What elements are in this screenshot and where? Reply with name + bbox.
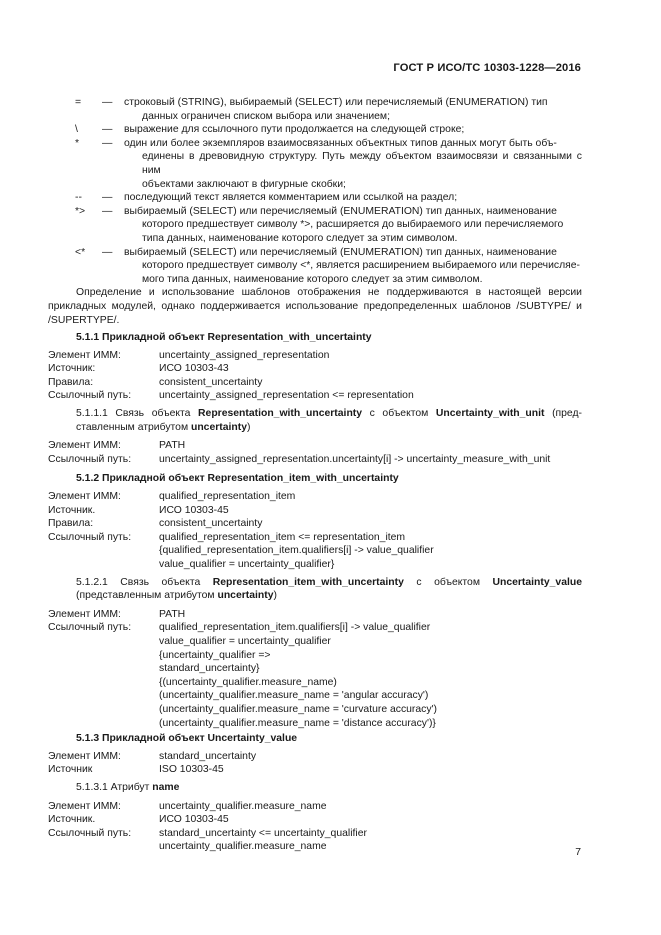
entity-name: Uncertainty_with_unit: [435, 408, 545, 420]
attribute-name: uncertainty: [190, 421, 247, 433]
dash: —: [102, 124, 113, 136]
mapping-key: Элемент ИММ:: [48, 750, 121, 762]
mapping-value-line: {(uncertainty_qualifier.measure_name): [159, 676, 337, 688]
mapping-table-5-1-1-1: [48, 439, 582, 466]
mapping-key: Правила:: [48, 376, 94, 388]
symbol: *>: [75, 205, 86, 217]
subsection-after: (представленным атрибутом: [76, 590, 218, 602]
mapping-value: [159, 362, 582, 376]
mapping-row: [48, 800, 582, 814]
subsection-prefix: 5.1.3.1 Атрибут: [76, 781, 153, 793]
mapping-value: [159, 608, 582, 622]
mapping-value-line: standard_uncertainty <= uncertainty_qualifier: [159, 827, 367, 839]
description-line: которого предшествует символу *>, расширяется до выбираемого или перечисляемого: [142, 219, 564, 231]
mapping-value-line: uncertainty_qualifier.measure_name: [159, 841, 327, 853]
section-heading-5-1-2: 5.1.2 Прикладной объект Representation_item_with_uncertainty: [76, 473, 399, 485]
description-line: один или более экземпляров взаимосвязанных объектных типов данных могут быть объ-: [124, 137, 557, 149]
mapping-value: [159, 453, 582, 467]
mapping-value-line: PATH: [159, 440, 186, 452]
symbol-row: [48, 123, 582, 137]
mapping-key: Элемент ИММ:: [48, 491, 121, 503]
mapping-value-line: uncertainty_assigned_representation: [159, 349, 330, 361]
mapping-table-5-1-3-1: [48, 800, 582, 854]
mapping-table-5-1-1: [48, 349, 582, 403]
mapping-key: Источник.: [48, 814, 96, 826]
mapping-value-line: uncertainty_qualifier.measure_name: [159, 800, 327, 812]
mapping-row: [48, 349, 582, 363]
mapping-value: [159, 517, 582, 531]
mapping-value: [159, 349, 582, 363]
mapping-key: Элемент ИММ:: [48, 800, 121, 812]
symbol-row: [48, 137, 582, 191]
mapping-value-line: (uncertainty_qualifier.measure_name = 'angular accuracy'): [159, 690, 429, 702]
mapping-value: [159, 439, 582, 453]
description-line: выбираемый (SELECT) или перечисляемый (ENUMERATION) тип данных, наименование: [124, 246, 557, 258]
mapping-value-line: consistent_uncertainty: [159, 376, 263, 388]
section-heading-5-1-1: 5.1.1 Прикладной объект Representation_with_uncertainty: [76, 332, 372, 344]
symbol-row: [48, 205, 582, 246]
symbol-description: [124, 191, 582, 205]
mapping-table-5-1-2-1: [48, 608, 582, 730]
mapping-row: [48, 504, 582, 518]
subsection-5-1-2-1: [48, 576, 582, 603]
mapping-value-line: standard_uncertainty: [159, 750, 257, 762]
mapping-value: [159, 531, 582, 572]
mapping-value-line: ISO 10303-45: [159, 764, 224, 776]
symbol-description: [124, 246, 582, 287]
symbol: --: [75, 192, 82, 204]
mapping-value: [159, 827, 582, 854]
mapping-value-line: consistent_uncertainty: [159, 518, 263, 530]
mapping-value-line: qualified_representation_item.qualifiers[i] -> value_qualifier: [159, 622, 431, 634]
mapping-value-line: ИСО 10303-43: [159, 363, 229, 375]
symbol: \: [75, 124, 78, 136]
symbol-description: [124, 123, 582, 137]
section-heading-5-1-3: 5.1.3 Прикладной объект Uncertainty_value: [76, 733, 298, 745]
mapping-value-line: (uncertainty_qualifier.measure_name = 'distance accuracy')}: [159, 717, 436, 729]
symbol-row: [48, 96, 582, 123]
dash: —: [102, 192, 113, 204]
symbol-description: [124, 205, 582, 246]
description-line: мого типа данных, наименование которого следует за этим символом.: [142, 273, 483, 285]
mapping-table-5-1-3: [48, 750, 582, 777]
subsection-end: ): [273, 590, 277, 602]
symbol-list: [48, 96, 582, 286]
mapping-key: Элемент ИММ:: [48, 608, 121, 620]
description-line: последующий текст является комментарием или ссылкой на раздел;: [124, 192, 458, 204]
mapping-key: Источник: [48, 764, 93, 776]
symbol: <*: [75, 246, 86, 258]
subsection-mid: с объектом: [362, 408, 436, 420]
mapping-value: [159, 750, 582, 764]
mapping-key: Элемент ИММ:: [48, 349, 121, 361]
attribute-name: uncertainty: [217, 590, 274, 602]
symbol-description: [124, 137, 582, 191]
description-line: данных ограничен списком выбора или значением;: [142, 110, 390, 122]
entity-name: Uncertainty_value: [492, 576, 582, 588]
mapping-value: [159, 389, 582, 403]
mapping-value-line: (uncertainty_qualifier.measure_name = 'curvature accuracy'): [159, 703, 438, 715]
mapping-value-line: {uncertainty_qualifier =>: [159, 649, 271, 661]
symbol: *: [75, 137, 80, 149]
mapping-value: [159, 813, 582, 827]
mapping-row: [48, 763, 582, 777]
mapping-key: Элемент ИММ:: [48, 440, 121, 452]
description-line: объектами заключают в фигурные скобки;: [142, 178, 346, 190]
mapping-key: Ссылочный путь:: [48, 453, 132, 465]
description-line: выражение для ссылочного пути продолжается на следующей строке;: [124, 124, 465, 136]
description-line: единены в древовидную структуру. Путь между объектом взаимосвязи и связанными с ним: [142, 151, 582, 176]
description-line: выбираемый (SELECT) или перечисляемый (ENUMERATION) тип данных, наименование: [124, 205, 557, 217]
mapping-row: [48, 750, 582, 764]
entity-name: Representation_with_uncertainty: [198, 408, 363, 420]
symbol: =: [75, 97, 82, 108]
mapping-value: [159, 490, 582, 504]
subsection-prefix: 5.1.1.1 Связь объекта: [76, 408, 199, 420]
mapping-value-line: standard_uncertainty}: [159, 663, 260, 675]
mapping-value-line: ИСО 10303-45: [159, 504, 229, 516]
description-line: которого предшествует символу <*, является расширением выбираемого или перечисляе-: [142, 260, 581, 272]
mapping-row: [48, 389, 582, 403]
mapping-row: [48, 376, 582, 390]
dash: —: [102, 205, 113, 217]
mapping-value: [159, 504, 582, 518]
mapping-value: [159, 621, 582, 730]
subsection-mid: с объектом: [403, 576, 493, 588]
subsection-5-1-3-1: [48, 781, 582, 795]
mapping-row: [48, 621, 582, 730]
description-line: типа данных, наименование которого следует за этим символом.: [142, 232, 458, 244]
mapping-value-line: qualified_representation_item: [159, 491, 296, 503]
dash: —: [102, 246, 113, 258]
mapping-value: [159, 376, 582, 390]
mapping-key: Источник:: [48, 363, 96, 375]
mapping-row: [48, 531, 582, 572]
mapping-row: [48, 608, 582, 622]
mapping-row: [48, 813, 582, 827]
subsection-5-1-1-1: [48, 407, 582, 434]
dash: —: [102, 97, 113, 108]
mapping-key: Правила:: [48, 518, 94, 530]
mapping-value-line: PATH: [159, 608, 186, 620]
mapping-value-line: uncertainty_assigned_representation <= representation: [159, 390, 414, 402]
mapping-row: [48, 362, 582, 376]
entity-name: Representation_item_with_uncertainty: [212, 576, 404, 588]
mapping-key: Источник.: [48, 504, 96, 516]
mapping-value-line: value_qualifier = uncertainty_qualifier}: [159, 559, 335, 570]
mapping-row: [48, 490, 582, 504]
mapping-key: Ссылочный путь:: [48, 531, 132, 543]
mapping-row: [48, 517, 582, 531]
mapping-value-line: uncertainty_assigned_representation.uncertainty[i] -> uncertainty_measure_with_unit: [159, 453, 551, 465]
mapping-value-line: ИСО 10303-45: [159, 814, 229, 826]
symbol-row: [48, 246, 582, 287]
mapping-row: [48, 453, 582, 467]
mapping-key: Ссылочный путь:: [48, 827, 132, 839]
subsection-after: (пред-ставленным атрибутом: [76, 408, 583, 433]
mapping-table-5-1-2: [48, 490, 582, 572]
mapping-key: Ссылочный путь:: [48, 622, 132, 634]
mapping-value: [159, 800, 582, 814]
mapping-value-line: {qualified_representation_item.qualifiers[i] -> value_qualifier: [159, 545, 434, 557]
page-number: 7: [575, 847, 581, 858]
symbol-description: [124, 96, 582, 123]
symbol-row: [48, 191, 582, 205]
mapping-value: [159, 763, 582, 777]
intro-paragraph: Определение и использование шаблонов отображения не поддерживаются в настоящей версии прикладных модулей, однако поддерживается использование предопределенных шаблонов /SUBTYPE/ и /SUPERTYPE/.: [48, 287, 582, 326]
attribute-name: name: [152, 781, 180, 793]
document-header: ГОСТ Р ИСО/ТС 10303-1228—2016: [393, 62, 581, 74]
dash: —: [102, 137, 113, 149]
mapping-value-line: value_qualifier = uncertainty_qualifier: [159, 635, 331, 647]
subsection-prefix: 5.1.2.1 Связь объекта: [76, 576, 213, 588]
mapping-value-line: qualified_representation_item <= representation_item: [159, 531, 406, 543]
mapping-row: [48, 439, 582, 453]
page-content: [48, 96, 582, 854]
mapping-row: [48, 827, 582, 854]
mapping-key: Ссылочный путь:: [48, 390, 132, 402]
subsection-end: ): [247, 421, 251, 433]
description-line: строковый (STRING), выбираемый (SELECT) или перечисляемый (ENUMERATION) тип: [124, 97, 548, 108]
